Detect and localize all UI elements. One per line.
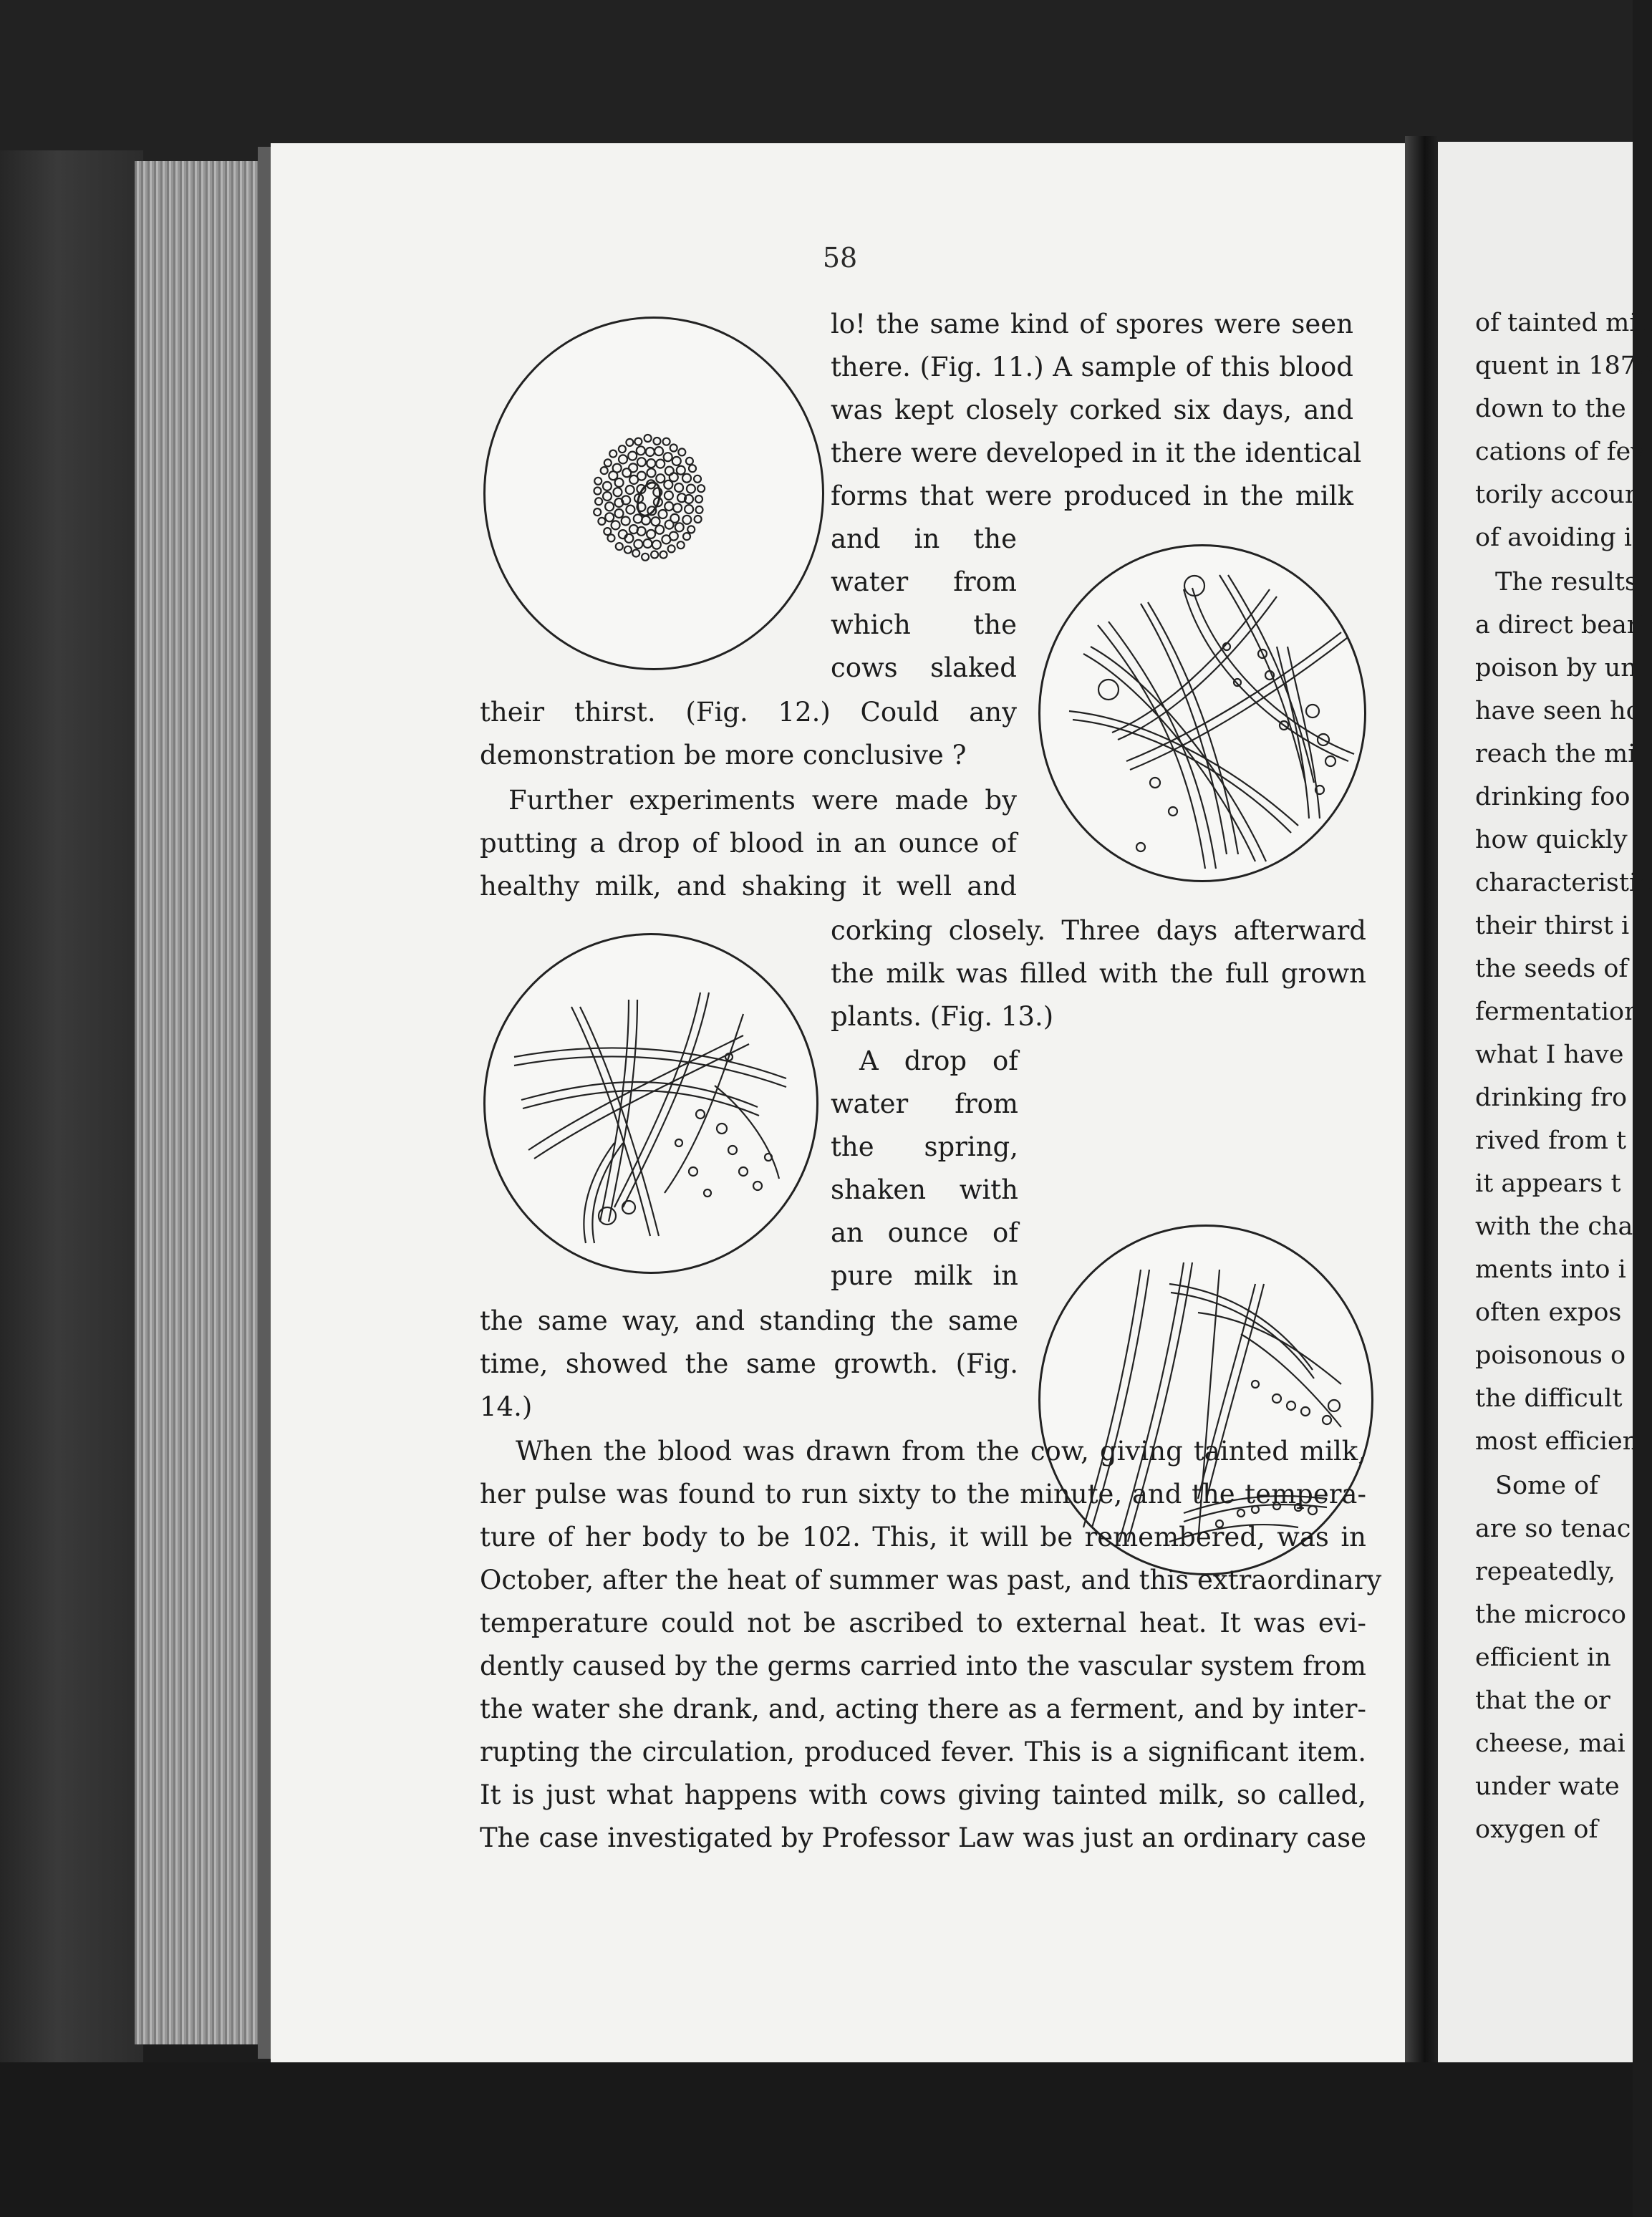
facing-text-line: the difficult bbox=[1475, 1384, 1623, 1413]
text-line: temperature could not be ascribed to external heat. It was evi- bbox=[480, 1608, 1366, 1638]
facing-text-line: quent in 1870 bbox=[1475, 352, 1652, 380]
text-line: cows slaked bbox=[831, 652, 1017, 683]
facing-text-line: ments into i bbox=[1475, 1255, 1626, 1284]
facing-text-line: a direct beari bbox=[1475, 611, 1647, 639]
facing-text-line: their thirst i bbox=[1475, 912, 1630, 940]
facing-text-line: with the cha bbox=[1475, 1212, 1633, 1241]
text-line: time, showed the same growth. (Fig. bbox=[480, 1348, 1018, 1379]
text-line: ture of her body to be 102. This, it will be remembered, was in bbox=[480, 1522, 1366, 1552]
facing-text-line: what I have bbox=[1475, 1040, 1624, 1069]
facing-text-line: The results bbox=[1495, 568, 1638, 596]
facing-text-line: often expos bbox=[1475, 1298, 1622, 1327]
facing-text-line: poisonous o bbox=[1475, 1341, 1626, 1370]
text-line: putting a drop of blood in an ounce of bbox=[480, 828, 1017, 859]
text-line: there were developed in it the identical bbox=[831, 438, 1362, 468]
text-line: Further experiments were made by bbox=[508, 785, 1017, 816]
facing-text-line: down to the l bbox=[1475, 395, 1643, 423]
text-line: water from bbox=[831, 1088, 1018, 1119]
text-line: the spring, bbox=[831, 1131, 1018, 1162]
page-number: 58 bbox=[822, 242, 858, 274]
figure-12-filaments bbox=[1038, 544, 1366, 882]
facing-text-line: under wate bbox=[1475, 1772, 1620, 1801]
facing-text-line: characteristic bbox=[1475, 869, 1651, 897]
text-line: shaken with bbox=[831, 1174, 1018, 1205]
facing-text-line: of tainted mil bbox=[1475, 309, 1646, 337]
figure-13-plants bbox=[483, 933, 818, 1274]
figure-11-spores bbox=[483, 317, 824, 670]
text-line: their thirst. (Fig. 12.) Could any bbox=[480, 697, 1017, 728]
facing-text-line: the seeds of bbox=[1475, 955, 1628, 983]
facing-text-line: reach the mi bbox=[1475, 740, 1636, 768]
facing-text-line: fermentation bbox=[1475, 998, 1641, 1026]
text-line: lo! the same kind of spores were seen bbox=[831, 309, 1353, 339]
facing-text-line: Some of bbox=[1495, 1472, 1599, 1500]
facing-text-line: cheese, mai bbox=[1475, 1729, 1626, 1758]
text-line: dently caused by the germs carried into the vascular system from bbox=[480, 1651, 1366, 1681]
text-line: A drop of bbox=[859, 1045, 1018, 1076]
book-page-58 bbox=[271, 143, 1411, 2069]
text-line: was kept closely corked six days, and bbox=[831, 395, 1353, 425]
text-line: her pulse was found to run sixty to the minute, and the tempera- bbox=[480, 1479, 1366, 1510]
text-line: which the bbox=[831, 609, 1017, 640]
spores-drawing bbox=[486, 319, 822, 668]
facing-text-line: of avoiding i bbox=[1475, 523, 1632, 552]
facing-text-line: drinking fro bbox=[1475, 1083, 1628, 1112]
facing-text-line: it appears t bbox=[1475, 1169, 1621, 1198]
text-line: When the blood was drawn from the cow, giving tainted milk, bbox=[516, 1436, 1366, 1467]
book-gutter bbox=[1405, 136, 1438, 2084]
page-edges bbox=[135, 161, 271, 2044]
facing-text-line: have seen ho bbox=[1475, 697, 1641, 725]
text-line: forms that were produced in the milk bbox=[831, 480, 1353, 511]
facing-text-line: the microco bbox=[1475, 1600, 1626, 1629]
text-line: October, after the heat of summer was past, and this extraordinary bbox=[480, 1565, 1382, 1595]
facing-page bbox=[1438, 142, 1652, 2069]
facing-text-line: that the or bbox=[1475, 1686, 1610, 1715]
book-cover-left bbox=[0, 150, 143, 2198]
text-line: an ounce of bbox=[831, 1217, 1018, 1248]
scan-background-bottom bbox=[0, 2062, 1633, 2217]
facing-text-line: oxygen of bbox=[1475, 1815, 1598, 1844]
facing-text-line: rived from t bbox=[1475, 1126, 1627, 1155]
text-line: healthy milk, and shaking it well and bbox=[480, 871, 1017, 902]
plants-drawing bbox=[486, 935, 816, 1272]
facing-text-line: cations of fev bbox=[1475, 438, 1646, 466]
text-line: 14.) bbox=[480, 1391, 533, 1422]
facing-text-line: drinking foo bbox=[1475, 783, 1631, 811]
facing-text-line: how quickly bbox=[1475, 826, 1628, 854]
text-line: The case investigated by Professor Law was just an ordinary case bbox=[480, 1822, 1366, 1853]
text-line: and in the bbox=[831, 523, 1017, 554]
text-line: demonstration be more conclusive ? bbox=[480, 740, 967, 771]
facing-text-line: repeatedly, bbox=[1475, 1557, 1616, 1586]
text-line: plants. (Fig. 13.) bbox=[831, 1001, 1054, 1032]
facing-text-line: efficient in bbox=[1475, 1643, 1611, 1672]
text-line: the milk was filled with the full grown bbox=[831, 958, 1366, 989]
text-line: the water she drank, and, acting there as a ferment, and by inter- bbox=[480, 1694, 1366, 1724]
facing-text-line: torily account bbox=[1475, 480, 1651, 509]
text-line: pure milk in bbox=[831, 1260, 1018, 1291]
text-line: rupting the circulation, produced fever. This is a significant item. bbox=[480, 1737, 1366, 1767]
facing-text-line: poison by un bbox=[1475, 654, 1637, 682]
text-line: there. (Fig. 11.) A sample of this blood bbox=[831, 352, 1353, 382]
facing-text-line: are so tenac bbox=[1475, 1515, 1631, 1543]
text-line: corking closely. Three days afterward bbox=[831, 915, 1366, 946]
facing-text-line: most efficien bbox=[1475, 1427, 1639, 1456]
filaments-drawing bbox=[1040, 546, 1364, 880]
text-line: the same way, and standing the same bbox=[480, 1305, 1018, 1336]
text-line: water from bbox=[831, 566, 1017, 597]
text-line: It is just what happens with cows giving tainted milk, so called, bbox=[480, 1779, 1366, 1810]
